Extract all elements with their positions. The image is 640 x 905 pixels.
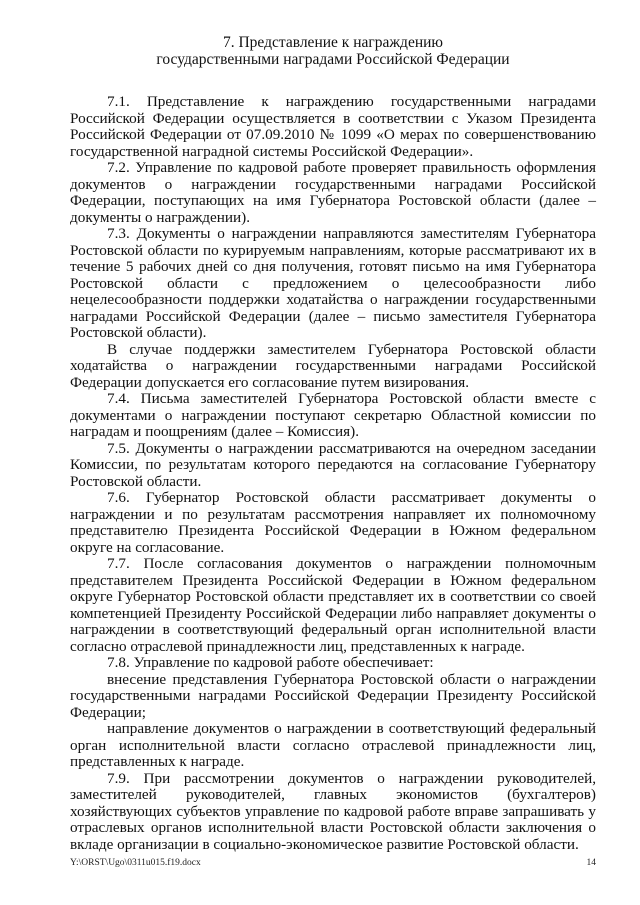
paragraph-7-2: 7.2. Управление по кадровой работе проверяет правильность оформления документов о награждении государственными наградами Российской Федерации, поступающих на имя Губернатора Ростовской области (далее – документы о награждении).: [70, 159, 596, 226]
document-page: [70, 34, 596, 853]
paragraph-7-5: 7.5. Документы о награждении рассматриваются на очередном заседании Комиссии, по результатам которого передаются на согласование Губернатору Ростовской области.: [70, 439, 596, 490]
paragraph-7-4: 7.4. Письма заместителей Губернатора Ростовской области вместе с документами о награждении поступают секретарю Областной комиссии по наградам и поощрениям (далее – Комиссия).: [70, 390, 596, 440]
paragraph-7-3-continuation: В случае поддержки заместителем Губернатора Ростовской области ходатайства о награждении государственными наградами Российской Федерации допускается его согласование путем визирования.: [70, 340, 596, 391]
section-heading-line-1: 7. Представление к награждению: [222, 34, 443, 51]
paragraph-7-3: 7.3. Документы о награждении направляются заместителям Губернатора Ростовской области по курируемым направлениям, которые рассматривают их в течение 5 рабочих дней со дня получения, готовят письмо на имя Губернатора Ростовской области с предложением о целесообразности либо нецелесообразности поддержки ходатайства о награждении государственными наградами Российской Федерации (далее – письмо заместителя Губернатора Ростовской области).: [70, 225, 596, 341]
paragraph-7-8-item-2: направление документов о награждении в соответствующий федеральный орган исполнительной власти согласно отраслевой принадлежности лиц, представленных к награде.: [70, 720, 596, 770]
page-footer: [70, 858, 596, 869]
section-heading-line-2: государственными наградами Российской Федерации: [156, 51, 510, 68]
section-heading: [70, 34, 596, 68]
paragraph-7-1: 7.1. Представление к награждению государственными наградами Российской Федерации осуществляется в соответствии с Указом Президента Российской Федерации от 07.09.2010 № 1099 «О мерах по совершенствованию государственной наградной системы Российской Федерации».: [70, 93, 596, 160]
paragraph-7-6: 7.6. Губернатор Ростовской области рассматривает документы о награждении и по результатам рассмотрения направляет их полномочному представителю Президента Российской Федерации в Южном федеральном округе на согласование.: [70, 489, 596, 556]
paragraph-7-7: 7.7. После согласования документов о награждении полномочным представителем Президента Российской Федерации в Южном федеральном округе Губернатор Ростовской области представляет их в соответствии со своей компетенцией Президенту Российской Федерации либо направляет документы о награждении в соответствующий федеральный орган исполнительной власти согласно отраслевой принадлежности лиц, представленных к награде.: [70, 555, 596, 655]
paragraph-7-9: 7.9. При рассмотрении документов о награждении руководителей, заместителей руководителей, главных экономистов (бухгалтеров) хозяйствующих субъектов управление по кадровой работе вправе запрашивать у отраслевых органов исполнительной власти Ростовской области заключения о вкладе организации в социально-экономическое развитие Ростовской области.: [70, 769, 596, 853]
footer-page-number: 14: [586, 858, 596, 868]
footer-file-path: Y:\ORST\Ugo\0311u015.f19.docx: [70, 858, 201, 868]
paragraph-7-8-item-1: внесение представления Губернатора Ростовской области о награждении государственными наградами Российской Федерации Президенту Российской Федерации;: [70, 670, 596, 721]
paragraph-7-8: 7.8. Управление по кадровой работе обеспечивает:: [107, 654, 434, 671]
